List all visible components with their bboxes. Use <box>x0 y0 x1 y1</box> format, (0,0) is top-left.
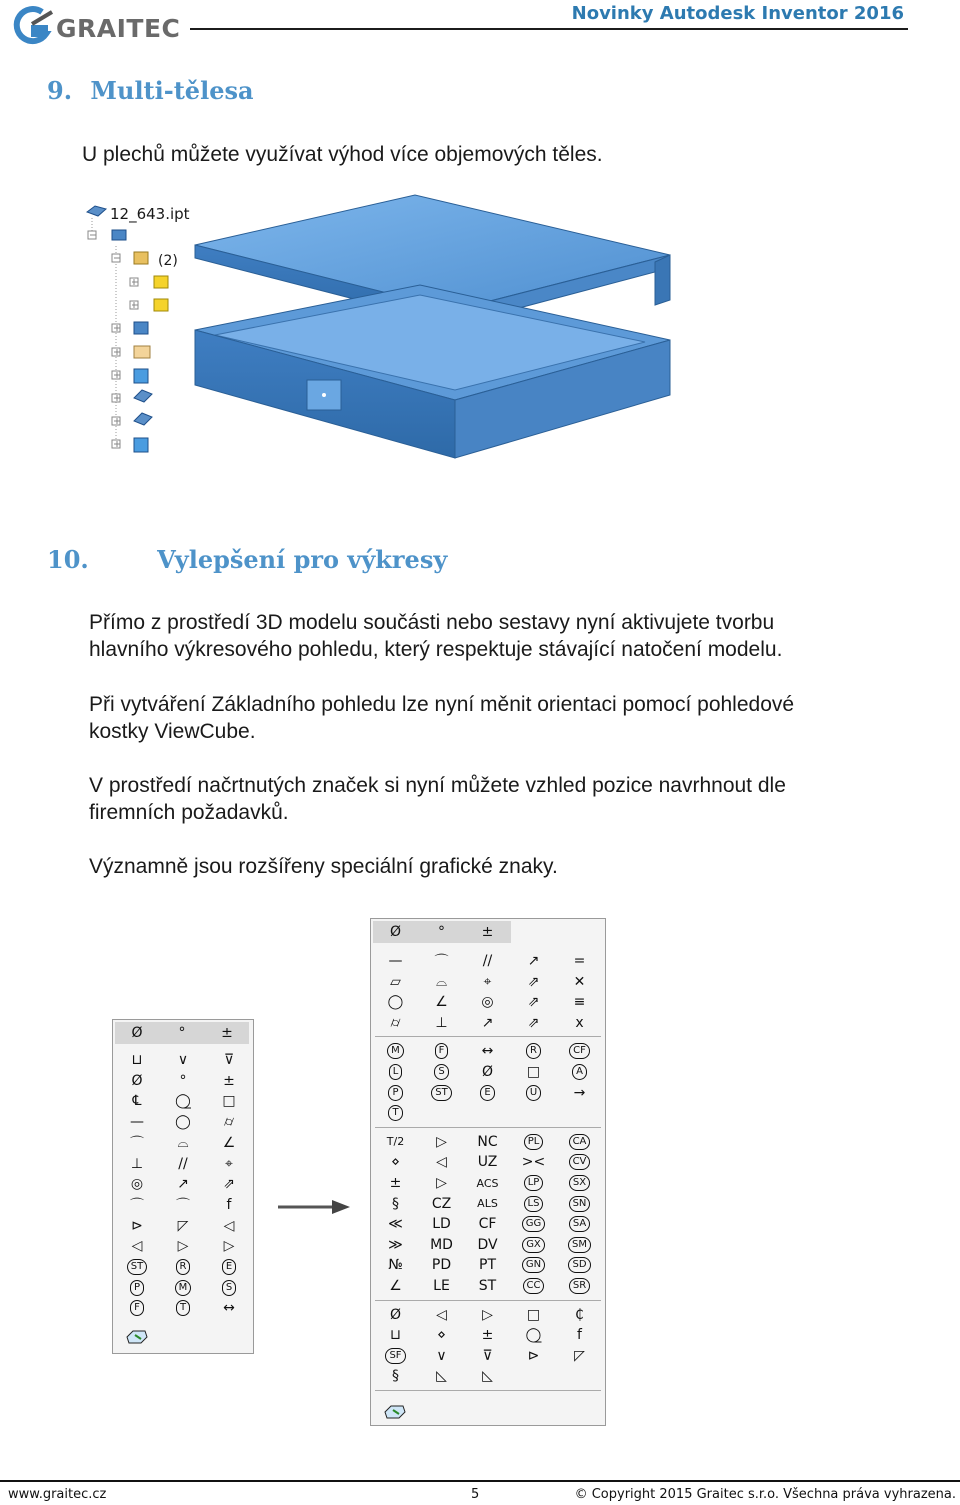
small-symbol-5-1[interactable]: // <box>178 1155 188 1172</box>
large-g4-0-3[interactable]: □ <box>526 1306 541 1323</box>
large-g2-1-0[interactable]: L <box>373 1062 418 1082</box>
large-g3-2-2[interactable]: ACS <box>476 1176 499 1190</box>
paragraph-2-line-2: kostky ViewCube. <box>89 720 256 743</box>
large-g4-2-1[interactable]: ∨ <box>436 1347 447 1364</box>
small-symbol-2-0[interactable]: ℄ <box>132 1093 142 1110</box>
small-symbol-11-2[interactable]: S <box>207 1278 251 1298</box>
large-g3-1-0[interactable]: ⋄ <box>391 1154 400 1171</box>
multibody-model-graphic <box>185 190 675 465</box>
small-symbol-2-1[interactable]: ◯̲ <box>175 1093 191 1110</box>
large-g2-3-4[interactable] <box>557 1103 602 1123</box>
large-g3-4-3[interactable]: GG <box>511 1214 556 1234</box>
small-symbol-6-2[interactable]: ⇗ <box>223 1176 235 1193</box>
large-g3-2-1[interactable]: ▷ <box>436 1175 447 1191</box>
small-symbol-12-0[interactable]: F <box>115 1298 159 1318</box>
section-9-number: 9. <box>47 76 73 105</box>
large-g1-2-0[interactable]: ◯ <box>387 994 404 1011</box>
small-symbol-3-1[interactable]: ◯ <box>175 1114 191 1131</box>
arrow-right-icon <box>276 1196 356 1220</box>
large-g4-2-0[interactable]: SF <box>373 1346 418 1366</box>
large-g4-3-1[interactable]: ◺ <box>436 1368 447 1385</box>
large-g1-2-2[interactable]: ◎ <box>481 994 494 1011</box>
large-g3-3-0[interactable]: § <box>392 1195 399 1212</box>
paragraph-1-line-1: Přímo z prostředí 3D modelu součásti nebo sestavy nyní aktivujete tvorbu <box>89 611 775 634</box>
large-palette-symbol-builder-icon[interactable] <box>383 1403 407 1421</box>
small-symbol-4-1[interactable]: ⌓ <box>177 1134 189 1151</box>
large-g2-3-2[interactable] <box>465 1103 510 1123</box>
large-g4-1-2[interactable]: ± <box>481 1327 494 1344</box>
section-10-heading <box>47 545 447 574</box>
small-symbol-6-0[interactable]: ◎ <box>130 1176 144 1193</box>
large-g1-1-2[interactable]: ⌖ <box>483 973 492 990</box>
large-g2-3-1[interactable] <box>419 1103 464 1123</box>
graitec-logo-icon <box>12 4 56 48</box>
sheet-metal-model-image <box>185 190 675 465</box>
large-g3-0-3[interactable]: PL <box>511 1132 556 1152</box>
large-g1-3-4[interactable]: x <box>575 1014 584 1031</box>
large-g2-0-3[interactable]: R <box>511 1041 556 1061</box>
large-g4-3-0[interactable]: § <box>392 1368 399 1385</box>
small-symbol-6-1[interactable]: ↗ <box>177 1176 189 1193</box>
small-symbol-1-1[interactable]: ° <box>179 1072 187 1089</box>
large-g3-0-4[interactable]: CA <box>557 1132 602 1152</box>
large-g1-3-0[interactable]: ⌭ <box>390 1014 401 1031</box>
large-palette-symbol-grid <box>371 947 605 1392</box>
large-g4-3-2[interactable]: ◺ <box>482 1368 493 1385</box>
large-g4-0-2[interactable]: ▷ <box>482 1306 493 1323</box>
large-g3-2-4[interactable]: SX <box>557 1173 602 1193</box>
large-g2-2-1[interactable]: ST <box>419 1083 464 1103</box>
large-g3-3-4[interactable]: SN <box>557 1194 602 1214</box>
large-g3-7-4[interactable]: SR <box>557 1276 602 1296</box>
footer-page-number: 5 <box>471 1487 480 1502</box>
small-symbol-5-0[interactable]: ⊥ <box>130 1155 144 1172</box>
section-10-paragraph-2 <box>89 691 794 745</box>
small-symbol-0-1[interactable]: ∨ <box>177 1052 189 1068</box>
large-palette-separator <box>375 1036 601 1037</box>
large-g3-6-0[interactable]: № <box>388 1257 403 1274</box>
large-palette-separator <box>375 1390 601 1391</box>
large-g3-7-2[interactable]: ST <box>478 1278 497 1294</box>
large-g3-4-4[interactable]: SA <box>557 1214 602 1234</box>
small-symbol-0-0[interactable]: ⊔ <box>131 1052 143 1068</box>
large-palette-separator <box>375 1127 601 1128</box>
large-g2-0-0[interactable]: M <box>373 1041 418 1061</box>
small-symbol-4-2[interactable]: ∠ <box>222 1134 236 1151</box>
large-g3-6-1[interactable]: PD <box>431 1257 452 1274</box>
header-title: Novinky Autodesk Inventor 2016 <box>571 3 904 24</box>
large-g4-3-3[interactable] <box>511 1366 556 1386</box>
large-g2-1-4[interactable]: A <box>557 1062 602 1082</box>
section-9-text: U plechů můžete využívat výhod více objemových těles. <box>82 143 603 166</box>
large-g3-0-1[interactable]: ▷ <box>436 1133 447 1150</box>
large-g3-7-3[interactable]: CC <box>511 1276 556 1296</box>
large-g3-4-1[interactable]: LD <box>432 1216 451 1233</box>
large-g1-0-2[interactable]: // <box>482 953 493 969</box>
large-g1-1-4[interactable]: ✕ <box>573 973 586 990</box>
large-g3-6-2[interactable]: PT <box>479 1257 496 1274</box>
section-10-paragraph-4: Významně jsou rozšířeny speciální grafické znaky. <box>89 855 558 878</box>
large-palette-tab-2[interactable]: ± <box>481 924 494 940</box>
small-symbol-12-2[interactable]: ↔ <box>223 1300 235 1317</box>
small-palette-tab-1[interactable]: ° <box>178 1025 186 1041</box>
large-g3-0-2[interactable]: NC <box>477 1133 498 1150</box>
large-g4-0-1[interactable]: ◁ <box>436 1306 447 1323</box>
large-g3-5-2[interactable]: DV <box>477 1236 498 1253</box>
small-symbol-11-0[interactable]: P <box>115 1278 159 1298</box>
large-g2-1-2[interactable]: Ø <box>481 1064 494 1080</box>
large-g4-0-4[interactable]: ₵ <box>575 1306 584 1323</box>
browser-tree-graphic <box>82 200 192 465</box>
small-symbol-8-2[interactable]: ◁ <box>223 1217 235 1234</box>
small-symbol-8-1[interactable]: ◸ <box>177 1217 189 1234</box>
large-g3-7-1[interactable]: LE <box>433 1278 450 1294</box>
large-palette-tab-bar <box>373 921 511 943</box>
small-symbol-10-0[interactable]: ST <box>115 1257 159 1277</box>
small-symbol-9-2[interactable]: ▷ <box>223 1238 235 1255</box>
large-g4-2-3[interactable]: ⊳ <box>527 1347 540 1364</box>
small-symbol-3-0[interactable]: — <box>130 1114 144 1131</box>
small-symbol-7-1[interactable]: ⌒ <box>176 1197 190 1214</box>
small-symbol-7-0[interactable]: ⌒ <box>130 1197 144 1214</box>
browser-file-name: 12_643.ipt <box>110 205 190 223</box>
large-g2-1-1[interactable]: S <box>419 1062 464 1082</box>
large-g1-0-3[interactable]: ↗ <box>527 953 540 969</box>
section-10-number: 10. <box>47 545 89 574</box>
model-browser-tree <box>82 200 192 465</box>
large-g2-2-0[interactable]: P <box>373 1083 418 1103</box>
small-symbol-5-2[interactable]: ⌖ <box>225 1155 233 1172</box>
small-symbol-1-0[interactable]: Ø <box>131 1072 143 1089</box>
small-palette-tab-0[interactable]: Ø <box>131 1025 143 1041</box>
large-g3-3-2[interactable]: ALS <box>477 1197 498 1211</box>
large-g1-2-1[interactable]: ∠ <box>435 994 448 1011</box>
large-g3-3-3[interactable]: LS <box>511 1194 556 1214</box>
small-palette-symbol-grid <box>113 1050 253 1322</box>
section-10-title: Vylepšení pro výkresy <box>157 545 448 574</box>
large-g4-3-4[interactable] <box>557 1366 602 1386</box>
small-symbol-8-0[interactable]: ⊳ <box>131 1217 143 1234</box>
header-divider <box>190 28 908 30</box>
large-g3-0-0[interactable]: T/2 <box>386 1135 405 1149</box>
small-symbol-10-2[interactable]: E <box>207 1257 251 1277</box>
large-g3-1-4[interactable]: CV <box>557 1152 602 1172</box>
small-symbol-2-2[interactable]: □ <box>222 1093 236 1110</box>
large-g3-6-4[interactable]: SD <box>557 1255 602 1275</box>
large-g4-1-0[interactable]: ⊔ <box>390 1327 401 1344</box>
paragraph-3-line-2: firemních požadavků. <box>89 801 289 824</box>
paragraph-2-line-1: Při vytváření Základního pohledu lze nyní měnit orientaci pomocí pohledové <box>89 693 795 716</box>
small-palette-symbol-builder-icon[interactable] <box>125 1328 149 1346</box>
large-g4-2-2[interactable]: ⊽ <box>482 1347 493 1364</box>
large-g3-2-3[interactable]: LP <box>511 1173 556 1193</box>
large-g3-1-2[interactable]: UZ <box>477 1154 498 1171</box>
small-symbol-11-1[interactable]: M <box>161 1278 205 1298</box>
brand-name: GRAITEC <box>56 14 181 43</box>
large-g1-1-1[interactable]: ⌓ <box>435 973 448 990</box>
large-palette-tab-1[interactable]: ° <box>438 924 445 940</box>
large-g3-1-3[interactable]: >< <box>521 1154 546 1171</box>
small-palette-tab-bar <box>115 1022 249 1044</box>
large-g1-3-2[interactable]: ↗ <box>481 1014 494 1031</box>
large-g4-2-4[interactable]: ◸ <box>574 1347 585 1364</box>
footer-website: www.graitec.cz <box>8 1487 107 1502</box>
large-g1-1-3[interactable]: ⇗ <box>527 973 540 990</box>
small-symbol-4-0[interactable]: ⌒ <box>130 1135 144 1152</box>
large-g2-0-4[interactable]: CF <box>557 1041 602 1061</box>
small-symbol-palette <box>112 1019 254 1354</box>
large-g3-5-0[interactable]: ≫ <box>388 1236 403 1253</box>
large-g2-3-0[interactable]: T <box>373 1103 418 1123</box>
small-symbol-12-1[interactable]: T <box>161 1298 205 1318</box>
large-g3-6-3[interactable]: GN <box>511 1255 556 1275</box>
section-10-paragraph-1 <box>89 609 782 663</box>
large-g1-2-3[interactable]: ⇗ <box>527 994 540 1011</box>
large-g2-1-3[interactable]: □ <box>526 1064 541 1080</box>
large-g4-1-4[interactable]: f <box>577 1327 582 1344</box>
large-g3-2-0[interactable]: ± <box>389 1175 402 1191</box>
small-symbol-1-2[interactable]: ± <box>223 1072 235 1089</box>
small-palette-tab-2[interactable]: ± <box>221 1025 233 1041</box>
large-g3-3-1[interactable]: CZ <box>431 1195 452 1212</box>
small-symbol-3-2[interactable]: ⌭ <box>223 1114 235 1131</box>
large-g3-5-3[interactable]: GX <box>511 1235 556 1255</box>
large-g4-0-0[interactable]: Ø <box>389 1306 402 1323</box>
large-g3-5-1[interactable]: MD <box>430 1236 453 1253</box>
paragraph-3-line-1: V prostředí načrtnutých značek si nyní můžete vzhled pozice navrhnout dle <box>89 774 786 797</box>
large-g4-1-3[interactable]: ◯̲ <box>525 1327 542 1344</box>
large-g3-4-2[interactable]: CF <box>478 1216 497 1233</box>
large-g3-1-1[interactable]: ◁ <box>436 1154 447 1171</box>
large-g3-7-0[interactable]: ∠ <box>389 1278 402 1294</box>
footer-divider <box>0 1480 960 1482</box>
large-g1-3-3[interactable]: ⇗ <box>527 1014 540 1031</box>
paragraph-1-line-2: hlavního výkresového pohledu, který respektuje stávající natočení modelu. <box>89 638 783 661</box>
large-g1-1-0[interactable]: ▱ <box>390 973 401 990</box>
large-g1-0-1[interactable]: ⌒ <box>434 954 449 970</box>
large-g3-5-4[interactable]: SM <box>557 1235 602 1255</box>
large-g2-3-3[interactable] <box>511 1103 556 1123</box>
section-9-heading <box>47 76 254 105</box>
large-g1-0-4[interactable]: = <box>573 953 586 969</box>
large-g2-0-1[interactable]: F <box>419 1041 464 1061</box>
small-symbol-7-2[interactable]: f <box>226 1196 232 1213</box>
section-9-title: Multi-tělesa <box>90 76 254 105</box>
large-symbol-palette <box>370 918 606 1426</box>
small-symbol-10-1[interactable]: R <box>161 1257 205 1277</box>
small-symbol-9-0[interactable]: ◁ <box>131 1238 143 1255</box>
section-10-paragraph-3 <box>89 772 786 826</box>
large-g2-0-2[interactable]: ↔ <box>481 1043 494 1060</box>
large-g1-2-4[interactable]: ≡ <box>573 994 586 1011</box>
small-symbol-9-1[interactable]: ▷ <box>177 1238 189 1255</box>
large-g4-1-1[interactable]: ⋄ <box>437 1327 446 1344</box>
graitec-logo <box>12 4 182 48</box>
large-g2-2-2[interactable]: E <box>465 1083 510 1103</box>
small-symbol-0-2[interactable]: ⊽ <box>223 1052 235 1068</box>
large-palette-tab-0[interactable]: Ø <box>389 924 402 940</box>
large-palette-separator <box>375 1300 601 1301</box>
large-g1-3-1[interactable]: ⊥ <box>435 1014 448 1031</box>
browser-bodies-count: (2) <box>158 253 178 269</box>
large-g2-2-4[interactable]: → <box>573 1084 586 1101</box>
large-g2-2-3[interactable]: U <box>511 1083 556 1103</box>
footer-copyright: © Copyright 2015 Graitec s.r.o. Všechna práva vyhrazena. <box>574 1487 956 1502</box>
large-g3-4-0[interactable]: ≪ <box>388 1216 403 1233</box>
large-g1-0-0[interactable]: — <box>388 953 403 969</box>
